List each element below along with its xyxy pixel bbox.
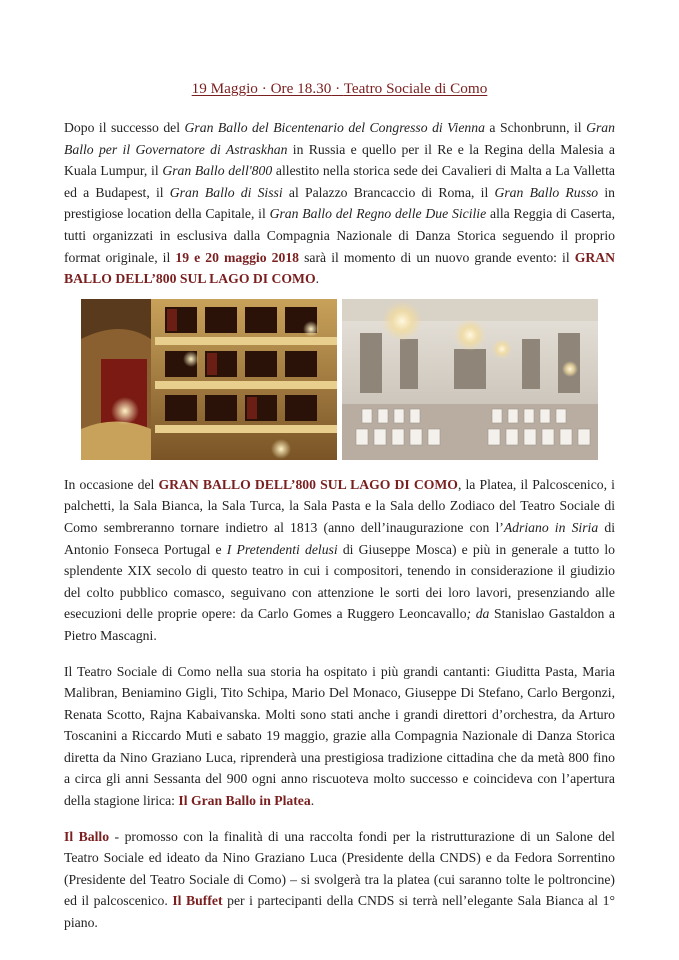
text-run: per i partecipanti della CNDS si terrà nell’elegante Sala Bianca al 1° piano.: [64, 893, 615, 931]
heading-separator: ·: [257, 80, 271, 97]
highlight-event-name: GRAN BALLO DELL’800 SUL LAGO DI COMO: [158, 476, 458, 492]
event-date: 19 Maggio: [191, 80, 258, 97]
highlight-dates: 19 e 20 maggio 2018: [175, 249, 300, 265]
text-run: - promosso con la finalità di una raccolta fondi per la ristrutturazione di un Salone del Teatro Sociale ed ideato da Nino Graziano Luca (Presidente della CNDS) e da Fedora Sorrentino (Presidente del Teatro Sociale di Como) – si svolgerà tra la platea (cui saranno tolte le poltroncine) ed il palcoscenico.: [64, 828, 615, 909]
text-run: Il Teatro Sociale di Como nella sua storia ha ospitato i più grandi cantanti: Giuditta Pasta, Maria Malibran, Beniamino Gigli, Tito Schipa, Mario Del Monaco, Giuseppe Di Stefano, Carlo Bergonzi, Renata Scotto, Rajna Kabaivanska. Molti sono stati anche i grandi direttori d’orchestra, da Arturo Toscanini a Riccardo Muti e sabato 19 maggio, grazie alla Compagnia Nazionale di Danza Storica diretta da Nino Graziano Luca, riprenderà una prestigiosa tradizione cittadina che da metà 800 fino a circa gli anni Sessanta del 900 ogni anno riscuoteva molto successo e coincideva con l’apertura della stagione lirica:: [64, 663, 615, 809]
photo-row: [64, 299, 615, 460]
text-run: In occasione del: [64, 476, 159, 492]
italic-run: Adriano in Siria: [503, 519, 599, 535]
text-run: alla Reggia di Caserta, tutti organizzati in esclusiva dalla Compagnia Nazionale di Danza Storica seguendo il proprio format originale, il: [64, 206, 616, 265]
text-run: .: [315, 271, 320, 287]
sala-bianca-photo: [342, 299, 598, 460]
history-paragraph: [64, 661, 615, 812]
text-run: sarà il momento di un nuovo grande evento: il: [299, 249, 575, 265]
event-time: Ore 18.30: [270, 80, 332, 97]
text-run: in Russia e quello per il Re e la Regina della Malesia a Kuala Lumpur, il: [64, 141, 616, 179]
event-venue: Teatro Sociale di Como: [343, 80, 488, 97]
highlight-gran-ballo: Il Gran Ballo in Platea: [178, 793, 311, 809]
text-run: in prestigiose location della Capitale, il: [64, 184, 615, 222]
theatre-boxes-photo: [81, 299, 337, 460]
heading-separator: ·: [331, 80, 344, 97]
text-run: di Antonio Fonseca Portugal e: [64, 519, 615, 557]
italic-run: Gran Ballo Russo: [494, 184, 599, 200]
italic-run: Gran Ballo del Regno delle Due Sicilie: [269, 206, 487, 222]
text-run: al Palazzo Brancaccio di Roma, il: [282, 184, 495, 200]
highlight-buffet: Il Buffet: [172, 893, 223, 909]
text-run: , la Platea, il Palcoscenico, i palchetti, la Sala Bianca, la Sala Turca, la Sala Pasta e la Sala dello Zodiaco del Teatro Sociale di Como sembreranno tornare indietro al 1813 (anno dell’inaugurazione con l’: [64, 476, 615, 535]
highlight-ballo: Il Ballo: [64, 828, 110, 844]
text-run: Dopo il successo del: [64, 120, 185, 135]
italic-run: Gran Ballo di Sissi: [169, 184, 283, 200]
text-run: Stanislao Gastaldon a Pietro Mascagni.: [64, 606, 615, 643]
event-heading: [64, 78, 615, 100]
intro-paragraph: [64, 117, 615, 290]
occasion-paragraph: [64, 474, 615, 647]
italic-run: ; da: [466, 606, 490, 622]
ballo-paragraph: [64, 826, 615, 934]
italic-run: I Pretendenti delusi: [226, 541, 338, 557]
text-run: allestito nella storica sede dei Cavalieri di Malta a La Valletta ed a Budapest, il: [64, 163, 615, 200]
text-run: a Schonbrunn, il: [484, 120, 587, 135]
highlight-event-name: GRAN BALLO DELL’800 SUL LAGO DI COMO: [64, 249, 616, 287]
text-run: .: [310, 793, 315, 809]
italic-run: Gran Ballo per il Governatore di Astraskhan: [64, 120, 615, 157]
italic-run: Gran Ballo dell'800: [162, 163, 273, 179]
italic-run: Gran Ballo del Bicentenario del Congresso di Vienna: [184, 120, 485, 135]
text-run: di Giuseppe Mosca) e più in generale a tutto lo splendente XIX secolo di questo teatro in cui i compositori, tenendo in considerazione il giudizio del colto pubblico comasco, seguivano con attenzione le sorti dei loro lavori, presenziando alle esecuzioni delle proprie opere: da Carlo Gomes a Ruggero Leoncavallo: [64, 541, 615, 622]
